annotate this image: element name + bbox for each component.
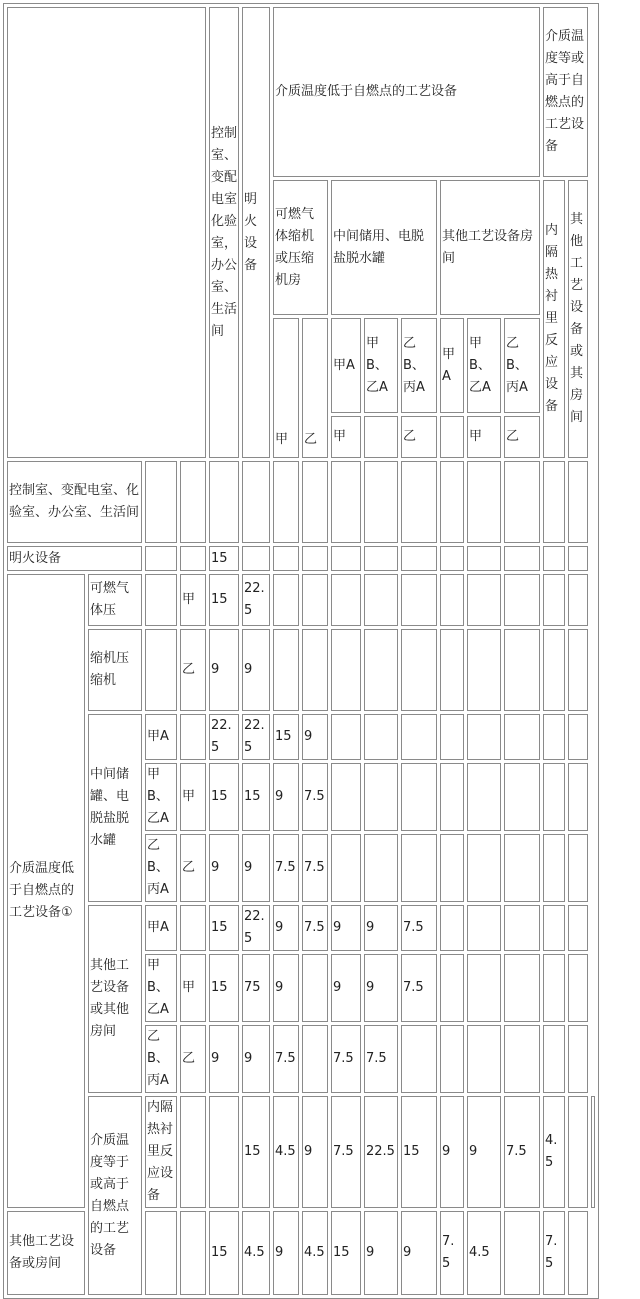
- value-cell: 9: [364, 905, 398, 951]
- value-cell: [568, 714, 588, 760]
- table-row: [7, 461, 595, 543]
- value-cell: [401, 546, 437, 571]
- value-cell: [440, 574, 464, 626]
- class-cell: 乙B、丙A: [145, 1025, 177, 1093]
- class-cell: 甲B、乙A: [145, 954, 177, 1022]
- value-cell: [467, 629, 501, 711]
- value-cell: [440, 1025, 464, 1093]
- value-cell: [543, 546, 565, 571]
- value-cell: [273, 629, 299, 711]
- table-row: [7, 574, 595, 626]
- value-cell: 9: [242, 629, 270, 711]
- value-cell: [331, 714, 361, 760]
- value-cell: [504, 834, 540, 902]
- class-cell: 甲: [180, 763, 206, 831]
- value-cell: 15: [209, 574, 239, 626]
- value-cell: [568, 461, 588, 543]
- value-cell: [543, 954, 565, 1022]
- value-cell: 22.5: [242, 905, 270, 951]
- value-cell: [302, 954, 328, 1022]
- value-cell: 9: [209, 1025, 239, 1093]
- value-cell: 15: [209, 763, 239, 831]
- value-cell: [568, 954, 588, 1022]
- value-cell: [467, 574, 501, 626]
- value-cell: 9: [331, 954, 361, 1022]
- class-cell: [180, 461, 206, 543]
- value-cell: 7.5: [504, 1096, 540, 1208]
- col-header-compressor-yi: 乙: [302, 318, 328, 458]
- value-cell: 15: [209, 546, 239, 571]
- value-cell: [331, 574, 361, 626]
- value-cell: [302, 629, 328, 711]
- value-cell: 9: [331, 905, 361, 951]
- value-cell: 9: [440, 1096, 464, 1208]
- class-cell: 甲A: [145, 714, 177, 760]
- value-cell: 7.5: [273, 834, 299, 902]
- col-header-storage-jia-a: 甲A: [331, 318, 361, 413]
- value-cell: 9: [273, 763, 299, 831]
- value-cell: [440, 546, 464, 571]
- table-row: [7, 905, 595, 951]
- value-cell: [504, 1211, 540, 1295]
- col-header-storage-class-blank: [364, 416, 398, 458]
- value-cell: 9: [209, 629, 239, 711]
- row-label-other-equip: 其他工艺设备或房间: [7, 1211, 85, 1295]
- row-label-open-fire: 明火设备: [7, 546, 142, 571]
- row-label-compressor-2: 缩机压缩机: [88, 629, 142, 711]
- value-cell: 4.5: [273, 1096, 299, 1208]
- table-row: [7, 629, 595, 711]
- value-cell: [440, 905, 464, 951]
- value-cell: 15: [331, 1211, 361, 1295]
- class-cell: [145, 1211, 177, 1295]
- value-cell: [543, 461, 565, 543]
- value-cell: [242, 461, 270, 543]
- value-cell: [543, 574, 565, 626]
- value-cell: [568, 834, 588, 902]
- row-group-low-temp: 介质温度低于自燃点的工艺设备①: [7, 574, 85, 1208]
- value-cell: 15: [242, 763, 270, 831]
- value-cell: [440, 461, 464, 543]
- value-cell: 22.5: [364, 1096, 398, 1208]
- value-cell: 15: [209, 954, 239, 1022]
- value-cell: 9: [209, 834, 239, 902]
- value-cell: [331, 461, 361, 543]
- value-cell: [302, 574, 328, 626]
- class-cell: 乙: [180, 834, 206, 902]
- value-cell: [440, 834, 464, 902]
- value-cell: [568, 763, 588, 831]
- value-cell: 4.5: [242, 1211, 270, 1295]
- class-cell: 甲: [180, 954, 206, 1022]
- value-cell: [401, 834, 437, 902]
- value-cell: 7.5: [543, 1211, 565, 1295]
- value-cell: [364, 763, 398, 831]
- value-cell: 7.5: [331, 1025, 361, 1093]
- value-cell: 15: [242, 1096, 270, 1208]
- row-label-ctrl-room: 控制室、变配电室、化验室、办公室、生活间: [7, 461, 142, 543]
- col-header-other-class-jia: 甲: [467, 416, 501, 458]
- value-cell: [331, 629, 361, 711]
- col-header-other-jia-a: 甲A: [440, 318, 464, 413]
- value-cell: [504, 714, 540, 760]
- value-cell: [504, 574, 540, 626]
- value-cell: [401, 714, 437, 760]
- class-cell: [145, 574, 177, 626]
- value-cell: [467, 546, 501, 571]
- class-cell: [180, 905, 206, 951]
- value-cell: [568, 546, 588, 571]
- value-cell: [302, 461, 328, 543]
- class-cell: [145, 629, 177, 711]
- value-cell: [364, 834, 398, 902]
- value-cell: [364, 714, 398, 760]
- value-cell: [568, 1025, 588, 1093]
- value-cell: [504, 905, 540, 951]
- value-cell: [467, 834, 501, 902]
- value-cell: [273, 574, 299, 626]
- value-cell: 9: [273, 954, 299, 1022]
- col-header-compressor: 可燃气体缩机或压缩机房: [273, 180, 328, 315]
- value-cell: [543, 905, 565, 951]
- value-cell: 9: [364, 1211, 398, 1295]
- col-header-storage-yib-binga: 乙B、丙A: [401, 318, 437, 413]
- col-header-storage: 中间储用、电脱盐脱水罐: [331, 180, 437, 315]
- class-cell: 乙: [180, 629, 206, 711]
- value-cell: 7.5: [302, 763, 328, 831]
- value-cell: [331, 763, 361, 831]
- value-cell: 9: [467, 1096, 501, 1208]
- value-cell: [302, 1025, 328, 1093]
- value-cell: [568, 1211, 588, 1295]
- value-cell: 9: [401, 1211, 437, 1295]
- value-cell: 7.5: [302, 834, 328, 902]
- col-header-other-equip: 其他工艺设备或其房间: [568, 180, 588, 458]
- class-cell: [180, 714, 206, 760]
- value-cell: [440, 714, 464, 760]
- col-header-other-room: 其他工艺设备房间: [440, 180, 540, 315]
- value-cell: [568, 905, 588, 951]
- value-cell: 7.5: [440, 1211, 464, 1295]
- value-cell: [331, 546, 361, 571]
- value-cell: 15: [209, 905, 239, 951]
- value-cell: 15: [273, 714, 299, 760]
- value-cell: 22.5: [209, 714, 239, 760]
- value-cell: 9: [242, 1025, 270, 1093]
- col-header-other-jiab-yia: 甲B、乙A: [467, 318, 501, 413]
- value-cell: [467, 905, 501, 951]
- col-header-storage-class-yi: 乙: [401, 416, 437, 458]
- value-cell: [568, 629, 588, 711]
- class-cell: [180, 546, 206, 571]
- col-header-storage-jiab-yia: 甲B、乙A: [364, 318, 398, 413]
- value-cell: [440, 629, 464, 711]
- value-cell: [401, 574, 437, 626]
- value-cell: 7.5: [364, 1025, 398, 1093]
- col-header-high-temp-group: 介质温度等或高于自燃点的工艺设备: [543, 7, 588, 177]
- table-row: [7, 546, 595, 571]
- value-cell: [364, 574, 398, 626]
- class-cell: 甲B、乙A: [145, 763, 177, 831]
- value-cell: 7.5: [331, 1096, 361, 1208]
- value-cell: 4.5: [467, 1211, 501, 1295]
- col-header-compressor-jia: 甲: [273, 318, 299, 458]
- value-cell: [401, 1025, 437, 1093]
- value-cell: [591, 1096, 595, 1208]
- value-cell: [364, 461, 398, 543]
- value-cell: [401, 763, 437, 831]
- col-header-open-fire: 明火设备: [242, 7, 270, 458]
- value-cell: [504, 546, 540, 571]
- value-cell: [543, 629, 565, 711]
- value-cell: [467, 954, 501, 1022]
- value-cell: [209, 461, 239, 543]
- spacing-table: [3, 3, 599, 1299]
- value-cell: [504, 461, 540, 543]
- col-header-ctrl-room: 控制室、变配电室化验室，办公室、生活间: [209, 7, 239, 458]
- value-cell: [273, 546, 299, 571]
- row-label-other-room: 其他工艺设备或其他房间: [88, 905, 142, 1093]
- row-label-storage: 中间储罐、电脱盐脱水罐: [88, 714, 142, 902]
- value-cell: 7.5: [401, 954, 437, 1022]
- value-cell: 9: [302, 1096, 328, 1208]
- table-row: [7, 714, 595, 760]
- value-cell: 22.5: [242, 714, 270, 760]
- value-cell: [467, 714, 501, 760]
- value-cell: 7.5: [302, 905, 328, 951]
- value-cell: 9: [242, 834, 270, 902]
- value-cell: 9: [302, 714, 328, 760]
- value-cell: [467, 461, 501, 543]
- class-cell: [145, 546, 177, 571]
- value-cell: 15: [209, 1211, 239, 1295]
- row-label-compressor-1: 可燃气体压: [88, 574, 142, 626]
- value-cell: [242, 546, 270, 571]
- value-cell: 15: [401, 1096, 437, 1208]
- value-cell: [302, 546, 328, 571]
- class-cell: 乙: [180, 1025, 206, 1093]
- class-cell: [145, 461, 177, 543]
- row-group-high-temp: 介质温度等于或高于自燃点的工艺设备: [88, 1096, 142, 1295]
- col-header-storage-class-jia: 甲: [331, 416, 361, 458]
- table-row: [7, 1096, 595, 1208]
- value-cell: [504, 1025, 540, 1093]
- value-cell: [401, 461, 437, 543]
- class-cell: [209, 1096, 239, 1208]
- value-cell: 9: [273, 905, 299, 951]
- value-cell: 75: [242, 954, 270, 1022]
- value-cell: [364, 546, 398, 571]
- col-header-reactor: 内隔热衬里反应设备: [543, 180, 565, 458]
- value-cell: 22.5: [242, 574, 270, 626]
- value-cell: [467, 763, 501, 831]
- value-cell: [467, 1025, 501, 1093]
- col-header-low-temp-group: 介质温度低于自燃点的工艺设备: [273, 7, 540, 177]
- class-cell: [180, 1211, 206, 1295]
- value-cell: [440, 763, 464, 831]
- value-cell: 4.5: [302, 1211, 328, 1295]
- value-cell: 9: [273, 1211, 299, 1295]
- value-cell: [568, 574, 588, 626]
- value-cell: [440, 954, 464, 1022]
- class-cell: 乙B、丙A: [145, 834, 177, 902]
- value-cell: [543, 1025, 565, 1093]
- value-cell: [504, 629, 540, 711]
- value-cell: 7.5: [401, 905, 437, 951]
- value-cell: [401, 629, 437, 711]
- col-header-other-yib-binga: 乙B、丙A: [504, 318, 540, 413]
- col-header-other-class-blank: [440, 416, 464, 458]
- col-header-other-class-yi: 乙: [504, 416, 540, 458]
- value-cell: [568, 1096, 588, 1208]
- value-cell: [504, 763, 540, 831]
- value-cell: [364, 629, 398, 711]
- value-cell: [331, 834, 361, 902]
- class-cell: [180, 1096, 206, 1208]
- row-label-reactor: 内隔热衬里反应设备: [145, 1096, 177, 1208]
- value-cell: 9: [364, 954, 398, 1022]
- corner-header-cell: [7, 7, 206, 458]
- value-cell: 4.5: [543, 1096, 565, 1208]
- value-cell: [504, 954, 540, 1022]
- class-cell: 甲: [180, 574, 206, 626]
- value-cell: 7.5: [273, 1025, 299, 1093]
- value-cell: [543, 763, 565, 831]
- value-cell: [273, 461, 299, 543]
- value-cell: [543, 834, 565, 902]
- class-cell: 甲A: [145, 905, 177, 951]
- value-cell: [543, 714, 565, 760]
